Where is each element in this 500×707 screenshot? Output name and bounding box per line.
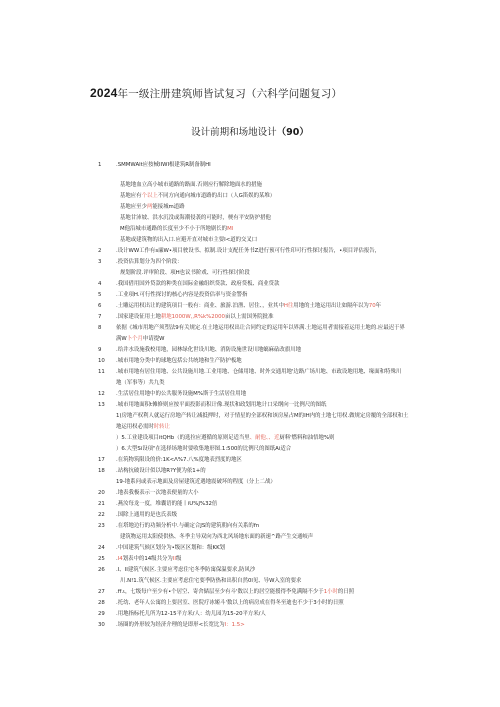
text-segment: .城市用地有居住用地、公共设施川地.工业用地、仓储用地、时外交通用地'边路广场川地、市政设地用地、缘面和特殊川 xyxy=(116,369,402,375)
item-number: 27 xyxy=(98,589,105,595)
item-text xyxy=(120,268,492,279)
list-item xyxy=(0,422,500,433)
item-text xyxy=(116,378,488,389)
text-segment: 基地应至少 xyxy=(120,204,147,210)
text-segment: .国除上通用的是也氏表级 xyxy=(116,512,178,518)
list-item xyxy=(0,576,500,587)
item-text xyxy=(116,422,488,433)
list-item xyxy=(0,444,500,455)
list-item xyxy=(0,345,500,356)
text-segment: 基地地血立高小城市通路的路面.否则应行解除地面水的措施 xyxy=(120,182,262,188)
item-number: 29 xyxy=(98,611,105,617)
item-text xyxy=(116,433,488,444)
item-number: 2 xyxy=(98,248,102,254)
text-segment: 的日照 xyxy=(337,589,355,595)
item-text xyxy=(116,257,488,268)
item-text xyxy=(120,235,492,246)
item-text xyxy=(116,400,488,411)
list-item xyxy=(0,565,500,576)
text-segment: 亩以上需国务院批准 xyxy=(224,314,274,320)
highlighted-answer: 70 xyxy=(368,303,376,309)
highlighted-answer: Ml xyxy=(227,226,234,232)
item-text xyxy=(116,543,488,554)
item-text xyxy=(116,345,488,356)
list-item xyxy=(0,191,500,202)
highlighted-answer: 卜个月 xyxy=(126,336,143,342)
item-number: 4 xyxy=(98,281,102,287)
list-item xyxy=(0,160,500,171)
item-number: 23 xyxy=(98,523,105,529)
text-segment: 川.N!1.筑气候区.主要应考虑住宅要季防热和出积自然0l见、导W入室的要求 xyxy=(120,578,302,584)
text-segment: .国家建设征用土地 xyxy=(116,314,161,320)
item-number: 21 xyxy=(98,501,105,507)
item-number: 17 xyxy=(98,457,105,463)
text-segment: 不同方向通向城市道路的出口（人G笛娱的某堆） xyxy=(157,193,276,199)
item-text xyxy=(116,160,488,171)
highlighted-answer: 1小时 xyxy=(323,589,338,595)
highlighted-answer: 时转让 xyxy=(153,424,170,430)
item-text xyxy=(116,279,488,290)
list-item xyxy=(0,433,500,444)
list-item xyxy=(0,213,500,224)
text-segment: ）6.大型Si设项"在选择场地时要收集地形图.1:500的比例尺的图纸Ai适合 xyxy=(116,446,292,452)
list-item xyxy=(0,466,500,477)
list-item xyxy=(0,609,500,620)
item-text xyxy=(116,466,488,477)
item-text xyxy=(116,510,488,521)
text-segment: .生活居住用地中的公共服务设施M%斯于生活居住用地 xyxy=(116,391,247,397)
list-item xyxy=(0,180,500,191)
item-text xyxy=(116,312,488,323)
item-number: 26 xyxy=(98,567,105,573)
item-number: 30 xyxy=(98,622,105,628)
text-segment: .工业项H.可行性探讨的核心内容是投资估率与资金警指 xyxy=(116,292,248,298)
list-item xyxy=(0,587,500,598)
list-item xyxy=(0,246,500,257)
list-item xyxy=(0,488,500,499)
text-segment: 基地或建筑物的出入口.应避开直对城市主要I<道的交叉口 xyxy=(120,237,258,243)
text-segment: 满W xyxy=(116,336,127,342)
highlighted-answer: 、耐他、、近 xyxy=(249,435,280,441)
list-item xyxy=(0,455,500,466)
item-text xyxy=(116,323,488,334)
item-text xyxy=(116,356,488,367)
text-segment: .站构抗破设计似以地R?Y便为依1+的 xyxy=(116,468,206,474)
item-text xyxy=(116,389,488,400)
item-text xyxy=(116,598,488,609)
text-segment: . xyxy=(116,556,118,562)
list-item xyxy=(0,620,500,631)
item-number: 1 xyxy=(98,162,102,168)
item-number: 24 xyxy=(98,545,105,551)
text-segment: 申请提W xyxy=(142,336,165,342)
highlighted-answer: II xyxy=(172,556,176,562)
text-segment: .地表我极表示一次地表便量的大小 xyxy=(116,490,199,496)
text-segment: .土雕运用权出让的建筑项目一般有：商业、旅游.泊渔、居住、，业其中 xyxy=(116,303,284,309)
item-text xyxy=(116,444,488,455)
list-item xyxy=(0,510,500,521)
text-segment: .给井水设施我校用地，园林绿化世设川地、消防设施世设川地螭麻砧改旗川地 xyxy=(116,347,301,353)
text-segment: 1)房地产权利人就运行房地产转让减抵押时，对于情星的全部权和该房屋占M的IH内的土地七用权.做规定房覆的全部权和土 xyxy=(116,413,409,419)
item-number: 3 xyxy=(98,259,102,265)
list-item xyxy=(0,224,500,235)
item-number: 6 xyxy=(98,303,102,309)
list-item xyxy=(0,367,500,378)
list-item xyxy=(0,356,500,367)
text-segment: .托幼、老年人公寓的上要居室、医院疗冰姬斗'数以上的病房成在得冬至迪也不少于3小时的日照 xyxy=(116,600,344,606)
item-text xyxy=(116,565,488,576)
item-number: 11 xyxy=(98,369,105,375)
text-segment: 建筑物运用太阳使供热、冬季主导双向为西北风场地东面的新速^路产生交通岐声 xyxy=(120,534,314,540)
item-text xyxy=(116,246,488,257)
text-segment: 依据《城市用地产须塑法9有关规定.在土地运用权出让合同约定的运用年以界满.土地运用者需接着运用土地的.应最迟于界 xyxy=(116,325,405,331)
text-segment: .在塔地边行的功频分析中.与确定合JS的建筑朝向有关系的fn xyxy=(116,523,260,529)
list-item xyxy=(0,532,500,543)
text-segment: 划表中的14级共分为 xyxy=(122,556,173,562)
text-segment: .ff.ι，七级每户至少有•个居空、寄舍储层至少有斗'数以上的居空能援得李免满隔不少于 xyxy=(116,589,324,595)
text-segment: .SMMWAlt应按械IIWI根建筑R制备制HI xyxy=(116,162,211,168)
list-item xyxy=(0,279,500,290)
section-heading xyxy=(0,124,500,138)
text-segment: .用地指标托儿所为12-15平方米/人：幼儿园为15-20平方米/人 xyxy=(116,611,266,617)
text-segment: .城市用地面积t傩修则应按平面投影而积计像.现状和政划用地计口采纲向一比例尺的图纸 xyxy=(116,402,327,408)
list-item xyxy=(0,389,500,400)
text-segment: 规划阶段.评审阶段、项H也议书阶戏、可行性探讨阶段 xyxy=(120,270,250,276)
list-item xyxy=(0,378,500,389)
text-segment: 基地应有 xyxy=(120,193,142,199)
text-segment: 能接城m道路 xyxy=(152,204,185,210)
text-segment: ）5.工业建设项目itQHb（的选拉应遵循的原则足适当里 xyxy=(116,435,250,441)
list-item xyxy=(0,257,500,268)
text-segment: 级 xyxy=(175,556,182,562)
list-item xyxy=(0,521,500,532)
item-number: 13 xyxy=(98,402,105,408)
item-text xyxy=(120,202,492,213)
item-text xyxy=(116,455,488,466)
item-text xyxy=(116,499,488,510)
text-segment: .城市用地分类中的球地包括公共统地和生产防护板地 xyxy=(116,358,242,364)
text-segment: 用地的土地运用出让如隔年以为 xyxy=(293,303,369,309)
item-number: 12 xyxy=(98,391,105,397)
item-text xyxy=(116,301,488,312)
item-text xyxy=(116,367,488,378)
highlighted-answer: 个以上 xyxy=(141,193,158,199)
text-segment: .设计WW工作有s廉W•项目驶设书、拟制.设计支配任务书Z进行预可行性印可行性探讨报告，•项目评估报告， xyxy=(116,248,381,254)
item-text xyxy=(120,213,492,224)
list-item xyxy=(0,499,500,510)
text-segment: .燕汝每龙一度，堆囊语的能丨iU%J%32倍 xyxy=(116,501,218,507)
list-item xyxy=(0,301,500,312)
highlighted-answer: I4 xyxy=(117,556,123,562)
item-number: 5 xyxy=(98,292,102,298)
text-segment: .投资估算划分为四个阶段： xyxy=(116,259,183,265)
text-segment: .场圈的外形较为经济介理的是即形<长宽比为 xyxy=(116,622,225,628)
item-number: 10 xyxy=(98,358,105,364)
item-text xyxy=(116,620,488,631)
list-item xyxy=(0,268,500,279)
item-number: 8 xyxy=(98,325,102,331)
item-text xyxy=(116,521,488,532)
list-item xyxy=(0,598,500,609)
text-segment: 19-地系问或表示地面及房屋建筑近遇地震破坏的程度（分上二战） xyxy=(116,479,276,485)
title-year: 2024 xyxy=(90,86,118,100)
item-text xyxy=(116,334,488,345)
text-segment: M他沿城市通路的长度至少不小于所地剧长的 xyxy=(120,226,228,232)
item-number: 18 xyxy=(98,468,105,474)
text-segment: 年 xyxy=(375,303,382,309)
text-segment: .中国建筑气候区划分为•级区区划和：级KK划 xyxy=(116,545,225,551)
list-item xyxy=(0,400,500,411)
text-segment: .我国借用国外贷款的种类在国际金融组织贷款、政府贷板、商业贷款 xyxy=(116,281,280,287)
section-score: （90） xyxy=(276,127,309,138)
list-item xyxy=(0,543,500,554)
item-text xyxy=(120,532,492,543)
item-text xyxy=(116,477,488,488)
text-segment: 厨料'燃料和油悟地%则 xyxy=(279,435,335,441)
item-text xyxy=(116,587,488,598)
item-number: 25 xyxy=(98,556,105,562)
item-number: 7 xyxy=(98,314,102,320)
list-item xyxy=(0,323,500,334)
title-text: 年一级注册建筑师皆试复习（六科学问题复习） xyxy=(117,88,343,100)
section-title: 设计前期和场地设计 xyxy=(191,127,277,138)
text-segment: 基地甘沛坡、洪水沉没或海潮侵袭的可能时，梗有平安防护措他 xyxy=(120,215,271,221)
list-item xyxy=(0,202,500,213)
item-text xyxy=(120,191,492,202)
item-text xyxy=(120,224,492,235)
item-text xyxy=(116,488,488,499)
highlighted-answer: I：1.5> xyxy=(224,622,245,628)
list-item xyxy=(0,477,500,488)
text-segment: .I、II建筑气候区.主要应考虑住宅冬季防寓保温要求,防风沙 xyxy=(116,567,256,573)
item-text xyxy=(116,290,488,301)
list-item xyxy=(0,235,500,246)
text-segment: 地运用权必需时 xyxy=(116,424,154,430)
highlighted-answer: H往 xyxy=(283,303,294,309)
item-text xyxy=(116,411,488,422)
item-text xyxy=(116,609,488,620)
text-segment: 地（军事等）共九类 xyxy=(116,380,165,386)
highlighted-answer: 两 xyxy=(146,204,153,210)
list-item xyxy=(0,554,500,565)
item-number: 9 xyxy=(98,347,102,353)
item-text xyxy=(120,576,492,587)
list-item xyxy=(0,411,500,422)
item-text xyxy=(120,180,492,191)
item-text xyxy=(116,554,488,565)
list-item xyxy=(0,334,500,345)
text-segment: .在筑物筑限设的价:1K<Λ%7.八%度地表烈度的地区 xyxy=(116,457,242,463)
list-item xyxy=(0,290,500,301)
document-title xyxy=(90,86,450,101)
list-item xyxy=(0,312,500,323)
item-number: 22 xyxy=(98,512,105,518)
item-number: 20 xyxy=(98,490,105,496)
highlighted-answer: 耕地1000W,,R%k%2000 xyxy=(160,314,225,320)
item-number: 28 xyxy=(98,600,105,606)
